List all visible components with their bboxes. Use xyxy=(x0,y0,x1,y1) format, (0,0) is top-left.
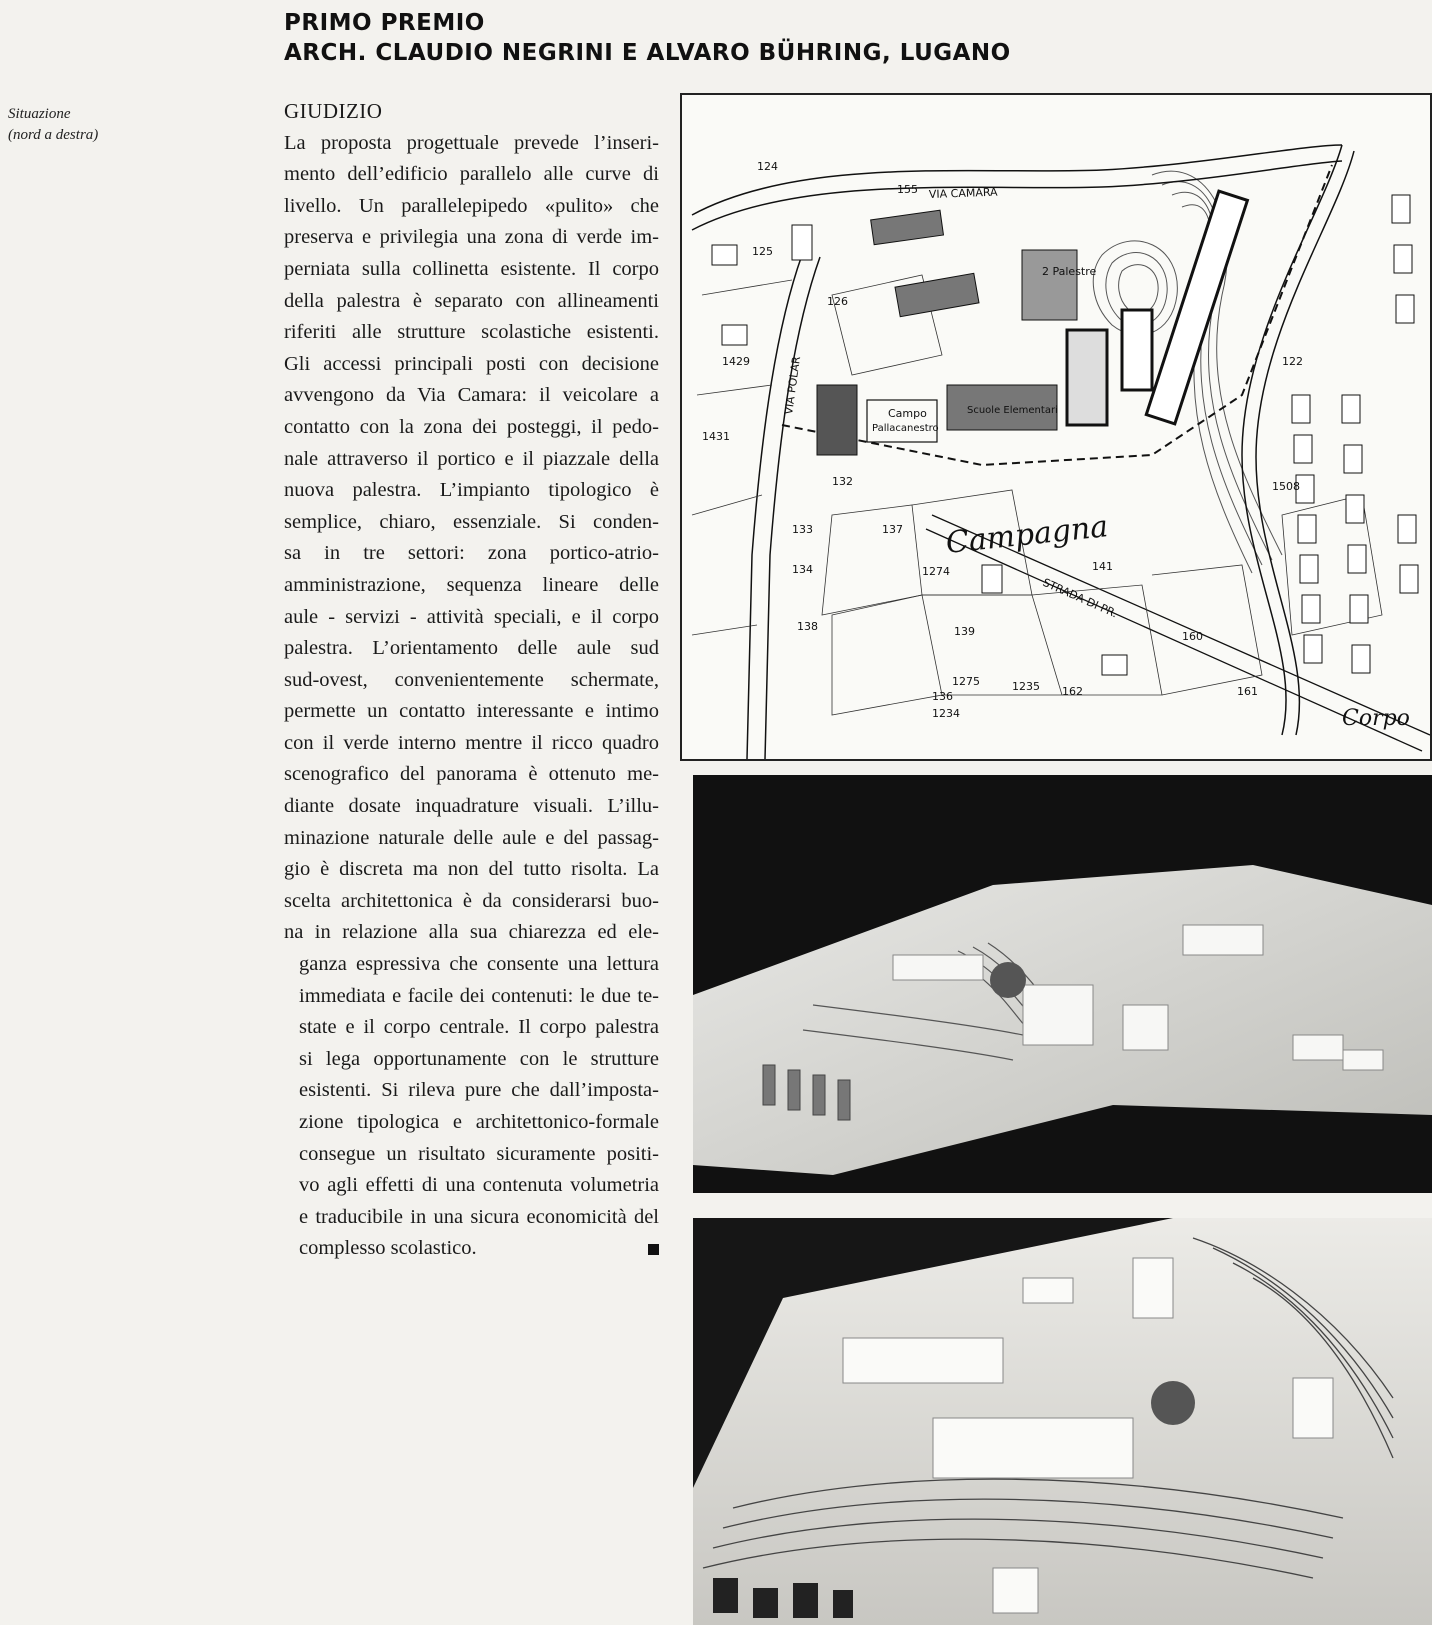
parcel-1508: 1508 xyxy=(1272,480,1300,493)
article-line: La proposta progettuale prevede l’inseri- xyxy=(284,131,659,154)
article-line: nale attraverso il portico e il piazzale della xyxy=(284,447,659,470)
article-line: mento dell’edificio parallelo alle curve di xyxy=(284,163,659,186)
parcel-161: 161 xyxy=(1237,685,1258,698)
article-line: complesso scolastico. xyxy=(284,1233,659,1265)
article-line: e traducibile in una sicura economicità del xyxy=(299,1205,659,1228)
article-body xyxy=(284,128,659,1265)
article-line: aule - servizi - attività speciali, e il corpo xyxy=(284,605,659,628)
article-line: ganza espressiva che consente una lettura xyxy=(299,953,659,976)
label-via-camara: VIA CAMARA xyxy=(928,185,998,201)
parcel-124: 124 xyxy=(757,160,778,173)
parcel-155: 155 xyxy=(897,183,918,196)
article-line: nuova palestra. L’impianto tipologico è xyxy=(284,479,659,502)
article-line: riferiti alle strutture scolastiche esistenti. xyxy=(284,321,659,344)
parcel-1431: 1431 xyxy=(702,430,730,443)
article-line: si lega opportunamente con le strutture xyxy=(299,1047,659,1070)
article-line: livello. Un parallelepipedo «pulito» che xyxy=(284,194,659,217)
parcel-160: 160 xyxy=(1182,630,1203,643)
article-line: consegue un risultato sicuramente positi- xyxy=(299,1142,659,1165)
parcel-133: 133 xyxy=(792,523,813,536)
heading-architects: ARCH. CLAUDIO NEGRINI E ALVARO BÜHRING, LUGANO xyxy=(284,40,1011,66)
caption-title: Situazione xyxy=(8,106,71,122)
article-line: semplice, chiaro, essenziale. Si conden- xyxy=(284,510,659,533)
article-line: scenografico del panorama è ottenuto me- xyxy=(284,763,659,786)
article-heading xyxy=(284,8,1011,68)
parcel-138: 138 xyxy=(797,620,818,633)
label-scuola: Scuole Elementari xyxy=(967,405,1058,416)
parcel-1234: 1234 xyxy=(932,707,960,720)
parcel-162: 162 xyxy=(1062,685,1083,698)
label-pallacanestro: Pallacanestro xyxy=(872,423,939,434)
parcel-136: 136 xyxy=(932,690,953,703)
heading-prize: PRIMO PREMIO xyxy=(284,10,485,36)
model-photo-aerial xyxy=(693,775,1432,1193)
parcel-122: 122 xyxy=(1282,355,1303,368)
parcel-141: 141 xyxy=(1092,560,1113,573)
article-line: con il verde interno mentre il ricco quadro xyxy=(284,731,659,754)
site-plan-drawing xyxy=(682,95,1430,759)
article-line: scelta architettonica è da considerarsi buo- xyxy=(284,889,659,912)
article-line: permette un contatto interessante e intimo xyxy=(284,700,659,723)
label-campagna: Campagna xyxy=(944,509,1110,561)
parcel-126: 126 xyxy=(827,295,848,308)
article-line: esistenti. Si rileva pure che dall’imposta- xyxy=(299,1079,659,1102)
article-column xyxy=(284,96,659,1265)
article-line: vo agli effetti di una contenuta volumetria xyxy=(299,1174,659,1197)
parcel-1274: 1274 xyxy=(922,565,950,578)
article-line: sa in tre settori: zona portico-atrio- xyxy=(284,542,659,565)
caption-orientation: (nord a destra) xyxy=(8,127,99,143)
article-line: sud-ovest, convenientemente schermate, xyxy=(284,668,659,691)
label-via-polar: VIA POLAR xyxy=(782,355,804,416)
article-line: Gli accessi principali posti con decisione xyxy=(284,352,659,375)
article-line: avvengono da Via Camara: il veicolare a xyxy=(284,384,659,407)
parcel-134: 134 xyxy=(792,563,813,576)
map-caption xyxy=(8,104,98,146)
article-line: preserva e privilegia una zona di verde im- xyxy=(284,226,659,249)
label-corpo: Corpo xyxy=(1342,706,1410,731)
parcel-125: 125 xyxy=(752,245,773,258)
article-line: zione tipologica e architettonico-formale xyxy=(299,1111,659,1133)
article-line: na in relazione alla sua chiarezza ed ele- xyxy=(284,921,659,944)
site-plan-map xyxy=(680,93,1432,761)
article-line: perniata sulla collinetta esistente. Il corpo xyxy=(284,257,659,280)
article-line: contatto con la zona dei posteggi, il pedo- xyxy=(284,415,659,438)
end-of-article-mark xyxy=(648,1244,659,1255)
article-line: palestra. L’orientamento delle aule sud xyxy=(284,637,659,660)
label-palestra: 2 Palestre xyxy=(1042,265,1097,278)
parcel-1235: 1235 xyxy=(1012,680,1040,693)
article-line: amministrazione, sequenza lineare delle xyxy=(284,573,659,596)
parcel-139: 139 xyxy=(954,625,975,638)
section-title: GIUDIZIO xyxy=(284,99,383,123)
article-line: minazione naturale delle aule e del passag- xyxy=(284,826,659,849)
article-line: gio è discreta ma non del tutto risolta. La xyxy=(284,858,659,881)
article-line: immediata e facile dei contenuti: le due te- xyxy=(299,984,659,1007)
article-line: state e il corpo centrale. Il corpo palestra xyxy=(299,1016,659,1039)
parcel-137: 137 xyxy=(882,523,903,536)
parcel-132: 132 xyxy=(832,475,853,488)
model-photo-perspective xyxy=(693,1218,1432,1625)
article-line: della palestra è separato con allineamenti xyxy=(284,289,659,312)
parcel-1275: 1275 xyxy=(952,675,980,688)
label-campo: Campo xyxy=(888,407,927,420)
parcel-1429: 1429 xyxy=(722,355,750,368)
label-strada: STRADA DI PR. xyxy=(1040,575,1120,621)
article-line: diante dosate inquadrature visuali. L’illu- xyxy=(284,795,659,818)
